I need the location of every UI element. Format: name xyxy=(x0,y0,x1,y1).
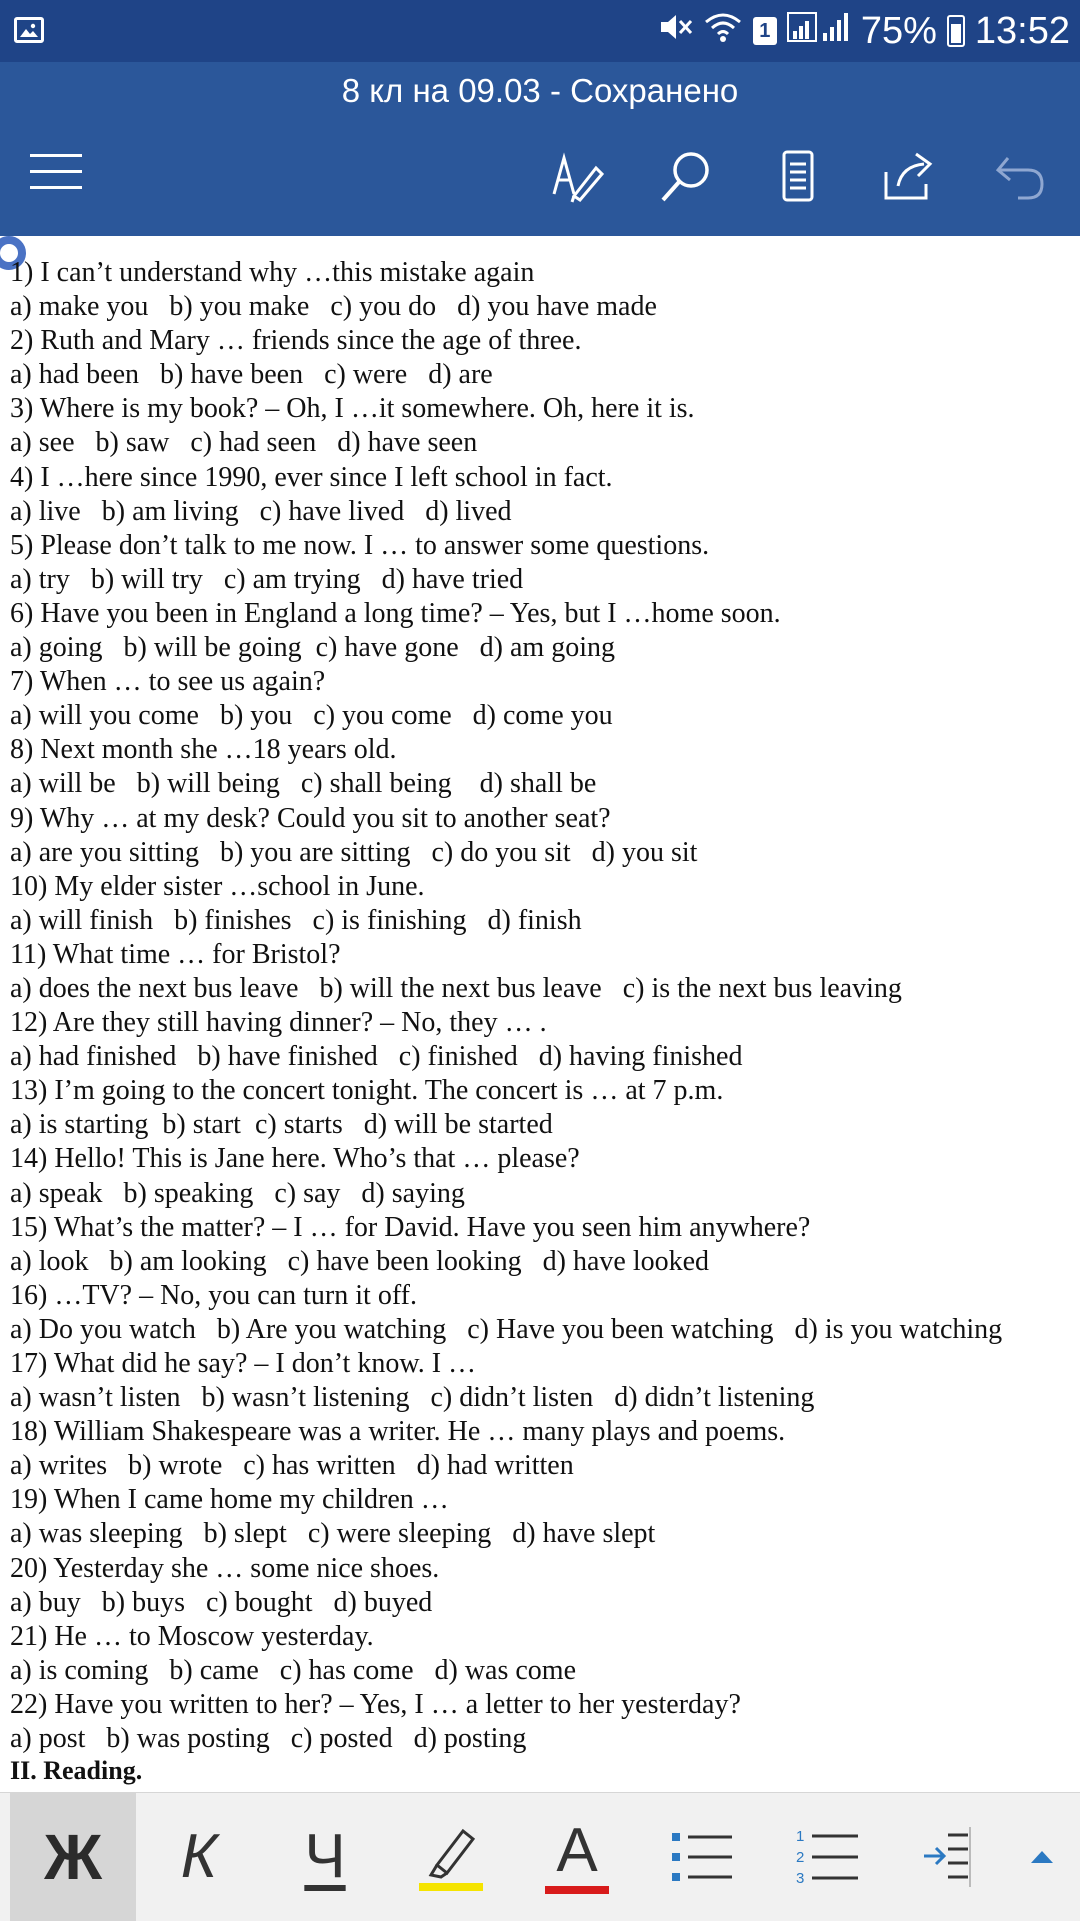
document-line: a) had finished b) have finished c) finished d) having finished xyxy=(10,1041,743,1073)
signal-icon xyxy=(787,10,851,53)
highlighter-icon xyxy=(411,1817,491,1897)
document-line: 15) What’s the matter? – I … for David. Have you seen him anywhere? xyxy=(10,1211,811,1243)
document-line: a) had been b) have been c) were d) are xyxy=(10,359,493,391)
document-line: a) make you b) you make c) you do d) you have made xyxy=(10,291,657,323)
expand-up-icon xyxy=(1027,1847,1057,1867)
clock: 13:52 xyxy=(974,9,1070,52)
document-line: 18) William Shakespeare was a writer. He … many plays and poems. xyxy=(10,1416,786,1448)
reading-view-icon[interactable] xyxy=(770,148,826,204)
section-heading: II. Reading. xyxy=(10,1756,143,1785)
document-line: 17) What did he say? – I don’t know. I … xyxy=(10,1348,477,1379)
font-color-button[interactable] xyxy=(514,1793,640,1921)
svg-text:3: 3 xyxy=(796,1870,805,1887)
document-line: 1) I can’t understand why …this mistake again xyxy=(10,257,535,288)
underline-button[interactable] xyxy=(262,1793,388,1921)
sim-icon: 1 xyxy=(753,17,777,45)
document-line: 3) Where is my book? – Oh, I …it somewhere. Oh, here it is. xyxy=(10,393,695,425)
document-line: a) will finish b) finishes c) is finishing d) finish xyxy=(10,904,582,936)
document-line: 8) Next month she …18 years old. xyxy=(10,734,397,766)
status-bar xyxy=(0,0,1080,62)
indent-button[interactable] xyxy=(892,1793,1002,1921)
document-line: a) was sleeping b) slept c) were sleeping d) have slept xyxy=(10,1518,656,1550)
document-line: a) are you sitting b) you are sitting c) do you sit d) you sit xyxy=(10,836,698,868)
svg-text:2: 2 xyxy=(796,1849,805,1866)
svg-text:1: 1 xyxy=(796,1828,805,1845)
bold-button[interactable] xyxy=(10,1793,136,1921)
document-line: 21) He … to Moscow yesterday. xyxy=(10,1620,374,1652)
document-line: a) is starting b) start c) starts d) will be started xyxy=(10,1109,553,1141)
document-line: a) post b) was posting c) posted d) posting xyxy=(10,1723,527,1755)
document-line: a) will you come b) you c) you come d) come you xyxy=(10,700,613,732)
document-line: 6) Have you been in England a long time? – Yes, but I …home soon. xyxy=(10,597,781,629)
document-line: 16) …TV? – No, you can turn it off. xyxy=(10,1279,417,1311)
document-line: 20) Yesterday she … some nice shoes. xyxy=(10,1552,440,1584)
edit-pen-icon[interactable] xyxy=(548,148,604,204)
document-line: 13) I’m going to the concert tonight. The concert is … at 7 p.m. xyxy=(10,1075,724,1107)
document-line: a) does the next bus leave b) will the next bus leave c) is the next bus leaving xyxy=(10,972,902,1004)
document-title: 8 кл на 09.03 - Сохранено xyxy=(341,72,739,109)
document-line: a) is coming b) came c) has come d) was come xyxy=(10,1654,577,1686)
document-line: 14) Hello! This is Jane here. Who’s that … please? xyxy=(10,1143,580,1175)
numbered-list-icon xyxy=(794,1825,864,1889)
document-line: 12) Are they still having dinner? – No, they … . xyxy=(10,1007,547,1039)
indent-icon xyxy=(922,1827,972,1887)
numbered-list-button[interactable] xyxy=(766,1793,892,1921)
wifi-icon xyxy=(703,10,743,53)
bullet-list-icon xyxy=(668,1827,738,1887)
document-line: a) Do you watch b) Are you watching c) Have you been watching d) is you watching xyxy=(10,1313,1003,1345)
bullet-list-button[interactable] xyxy=(640,1793,766,1921)
highlighter-button[interactable] xyxy=(388,1793,514,1921)
document-line: a) going b) will be going c) have gone d) am going xyxy=(10,632,615,664)
document-line: 11) What time … for Bristol? xyxy=(10,938,341,970)
document-line: a) buy b) buys c) bought d) buyed xyxy=(10,1586,433,1618)
document-line: a) look b) am looking c) have been looking d) have looked xyxy=(10,1245,710,1277)
gallery-icon xyxy=(14,17,44,43)
font-color-swatch xyxy=(545,1886,609,1894)
document-line: a) live b) am living c) have lived d) lived xyxy=(10,495,512,527)
bold-label: Ж xyxy=(44,1821,102,1893)
document-line: a) wasn’t listen b) wasn’t listening c) didn’t listen d) didn’t listening xyxy=(10,1382,815,1414)
document-line: 4) I …here since 1990, ever since I left school in fact. xyxy=(10,461,613,493)
undo-icon[interactable] xyxy=(992,148,1048,204)
document-line: a) will be b) will being c) shall being d) shall be xyxy=(10,768,597,800)
document-line: a) see b) saw c) had seen d) have seen xyxy=(10,427,478,459)
document-line: 22) Have you written to her? – Yes, I … a letter to her yesterday? xyxy=(10,1688,741,1720)
document-line: 2) Ruth and Mary … friends since the age of three. xyxy=(10,325,582,357)
document-line: 9) Why … at my desk? Could you sit to another seat? xyxy=(10,802,611,834)
document-line: 5) Please don’t talk to me now. I … to answer some questions. xyxy=(10,529,710,561)
battery-percent: 75% xyxy=(860,9,937,52)
document-lines xyxy=(10,256,1002,1756)
document-line: 10) My elder sister …school in June. xyxy=(10,870,425,902)
document-line: 7) When … to see us again? xyxy=(10,666,326,698)
menu-icon[interactable] xyxy=(30,152,86,192)
document-line: a) try b) will try c) am trying d) have tried xyxy=(10,563,524,595)
italic-button[interactable] xyxy=(136,1793,262,1921)
underline-label: Ч xyxy=(304,1822,346,1891)
font-color-label: А xyxy=(556,1816,598,1885)
share-icon[interactable] xyxy=(880,148,936,204)
document-line: a) writes b) wrote c) has written d) had written xyxy=(10,1450,574,1482)
document-canvas[interactable] xyxy=(0,236,1080,1786)
document-line: a) speak b) speaking c) say d) saying xyxy=(10,1177,465,1209)
app-bar xyxy=(0,62,1080,236)
expand-toolbar-button[interactable] xyxy=(1004,1793,1080,1921)
battery-icon xyxy=(947,15,965,47)
mute-icon xyxy=(659,10,693,53)
formatting-toolbar xyxy=(0,1792,1080,1921)
document-line: 19) When I came home my children … xyxy=(10,1484,449,1516)
italic-label: К xyxy=(180,1822,218,1891)
search-icon[interactable] xyxy=(658,148,714,204)
